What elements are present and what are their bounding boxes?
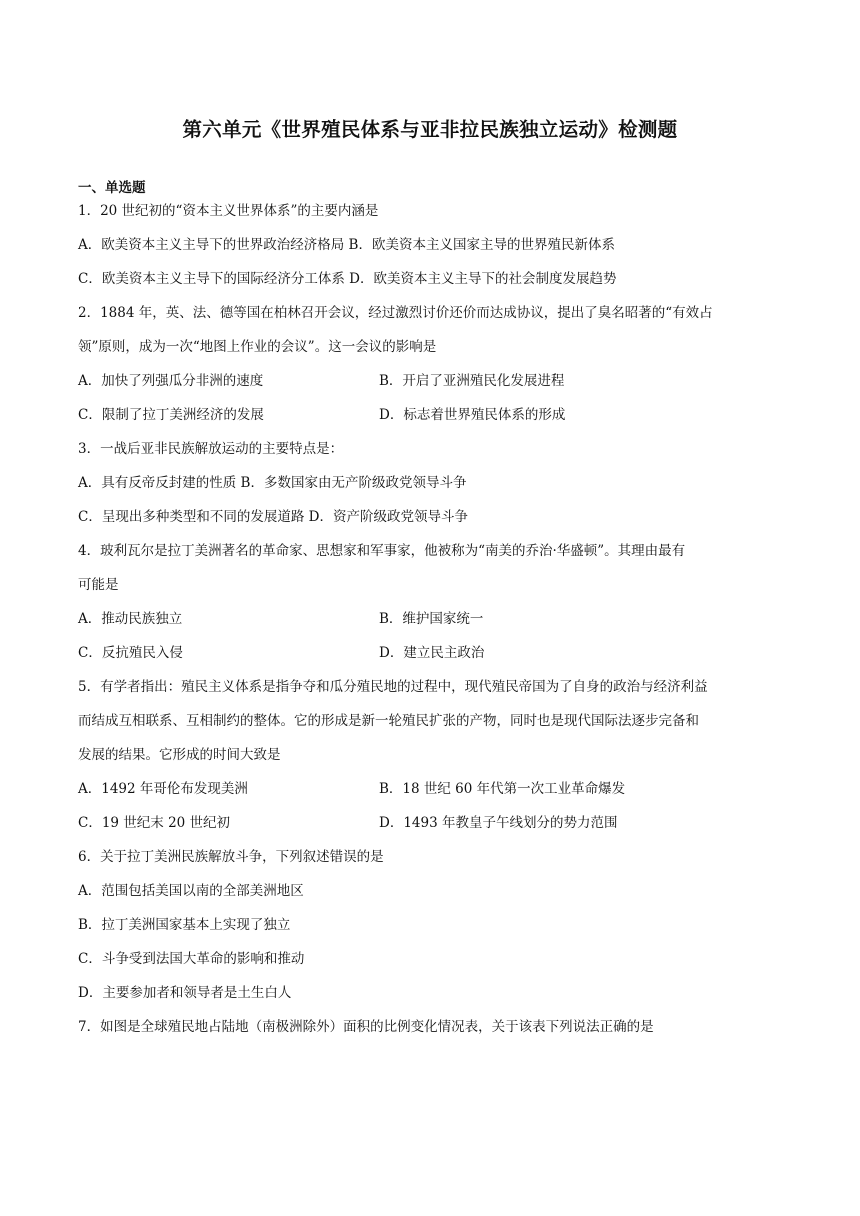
question-4-stem-line-2: 可能是 xyxy=(78,577,119,593)
section-heading: 一、单选题 xyxy=(78,180,146,196)
page-title: 第六单元《世界殖民体系与亚非拉民族独立运动》检测题 xyxy=(182,118,678,141)
question-3-options-row-1: A．具有反帝反封建的性质 B．多数国家由无产阶级政党领导斗争 xyxy=(78,475,467,491)
question-2-stem-line-2: 领”原则，成为一次“地图上作业的会议”。这一会议的影响是 xyxy=(78,339,437,355)
question-2-option-d: D．标志着世界殖民体系的形成 xyxy=(379,407,566,423)
question-2-option-a: A．加快了列强瓜分非洲的速度 xyxy=(78,373,264,389)
question-3-stem: 3．一战后亚非民族解放运动的主要特点是： xyxy=(78,441,344,457)
question-5-stem-line-1: 5．有学者指出：殖民主义体系是指争夺和瓜分殖民地的过程中，现代殖民帝国为了自身的政治与经济利益 xyxy=(78,679,708,695)
question-5-option-a: A．1492 年哥伦布发现美洲 xyxy=(78,781,248,797)
question-4-option-d: D．建立民主政治 xyxy=(379,645,485,661)
question-5-stem-line-3: 发展的结果。它形成的时间大致是 xyxy=(78,747,281,763)
question-5-option-d: D．1493 年教皇子午线划分的势力范围 xyxy=(379,815,618,831)
question-1-stem: 1．20 世纪初的“资本主义世界体系”的主要内涵是 xyxy=(78,203,379,219)
question-4-option-b: B．维护国家统一 xyxy=(379,611,484,627)
question-7-stem: 7．如图是全球殖民地占陆地（南极洲除外）面积的比例变化情况表，关于该表下列说法正确的是 xyxy=(78,1019,654,1035)
question-6-option-c: C．斗争受到法国大革命的影响和推动 xyxy=(78,951,305,967)
question-2-option-b: B．开启了亚洲殖民化发展进程 xyxy=(379,373,565,389)
question-1-options-row-2: C．欧美资本主义主导下的国际经济分工体系 D．欧美资本主义主导下的社会制度发展趋势 xyxy=(78,271,617,287)
question-1-options-row-1: A．欧美资本主义主导下的世界政治经济格局 B．欧美资本主义国家主导的世界殖民新体系 xyxy=(78,237,615,253)
question-5-stem-line-2: 而结成互相联系、互相制约的整体。它的形成是新一轮殖民扩张的产物，同时也是现代国际法逐步完备和 xyxy=(78,713,699,729)
question-5-option-b: B．18 世纪 60 年代第一次工业革命爆发 xyxy=(379,781,626,797)
question-4-option-a: A．推动民族独立 xyxy=(78,611,183,627)
question-6-option-b: B．拉丁美洲国家基本上实现了独立 xyxy=(78,917,291,933)
question-4-stem-line-1: 4．玻利瓦尔是拉丁美洲著名的革命家、思想家和军事家，他被称为“南美的乔治·华盛顿”。其理由最有 xyxy=(78,543,686,559)
question-6-option-d: D．主要参加者和领导者是土生白人 xyxy=(78,985,292,1001)
question-6-stem: 6．关于拉丁美洲民族解放斗争，下列叙述错误的是 xyxy=(78,849,384,865)
question-5-option-c: C．19 世纪末 20 世纪初 xyxy=(78,815,231,831)
question-2-stem-line-1: 2．1884 年，英、法、德等国在柏林召开会议，经过激烈讨价还价而达成协议，提出了臭名昭著的“有效占 xyxy=(78,305,713,321)
question-6-option-a: A．范围包括美国以南的全部美洲地区 xyxy=(78,883,304,899)
question-4-option-c: C．反抗殖民入侵 xyxy=(78,645,183,661)
question-3-options-row-2: C．呈现出多种类型和不同的发展道路 D．资产阶级政党领导斗争 xyxy=(78,509,468,525)
question-2-option-c: C．限制了拉丁美洲经济的发展 xyxy=(78,407,264,423)
